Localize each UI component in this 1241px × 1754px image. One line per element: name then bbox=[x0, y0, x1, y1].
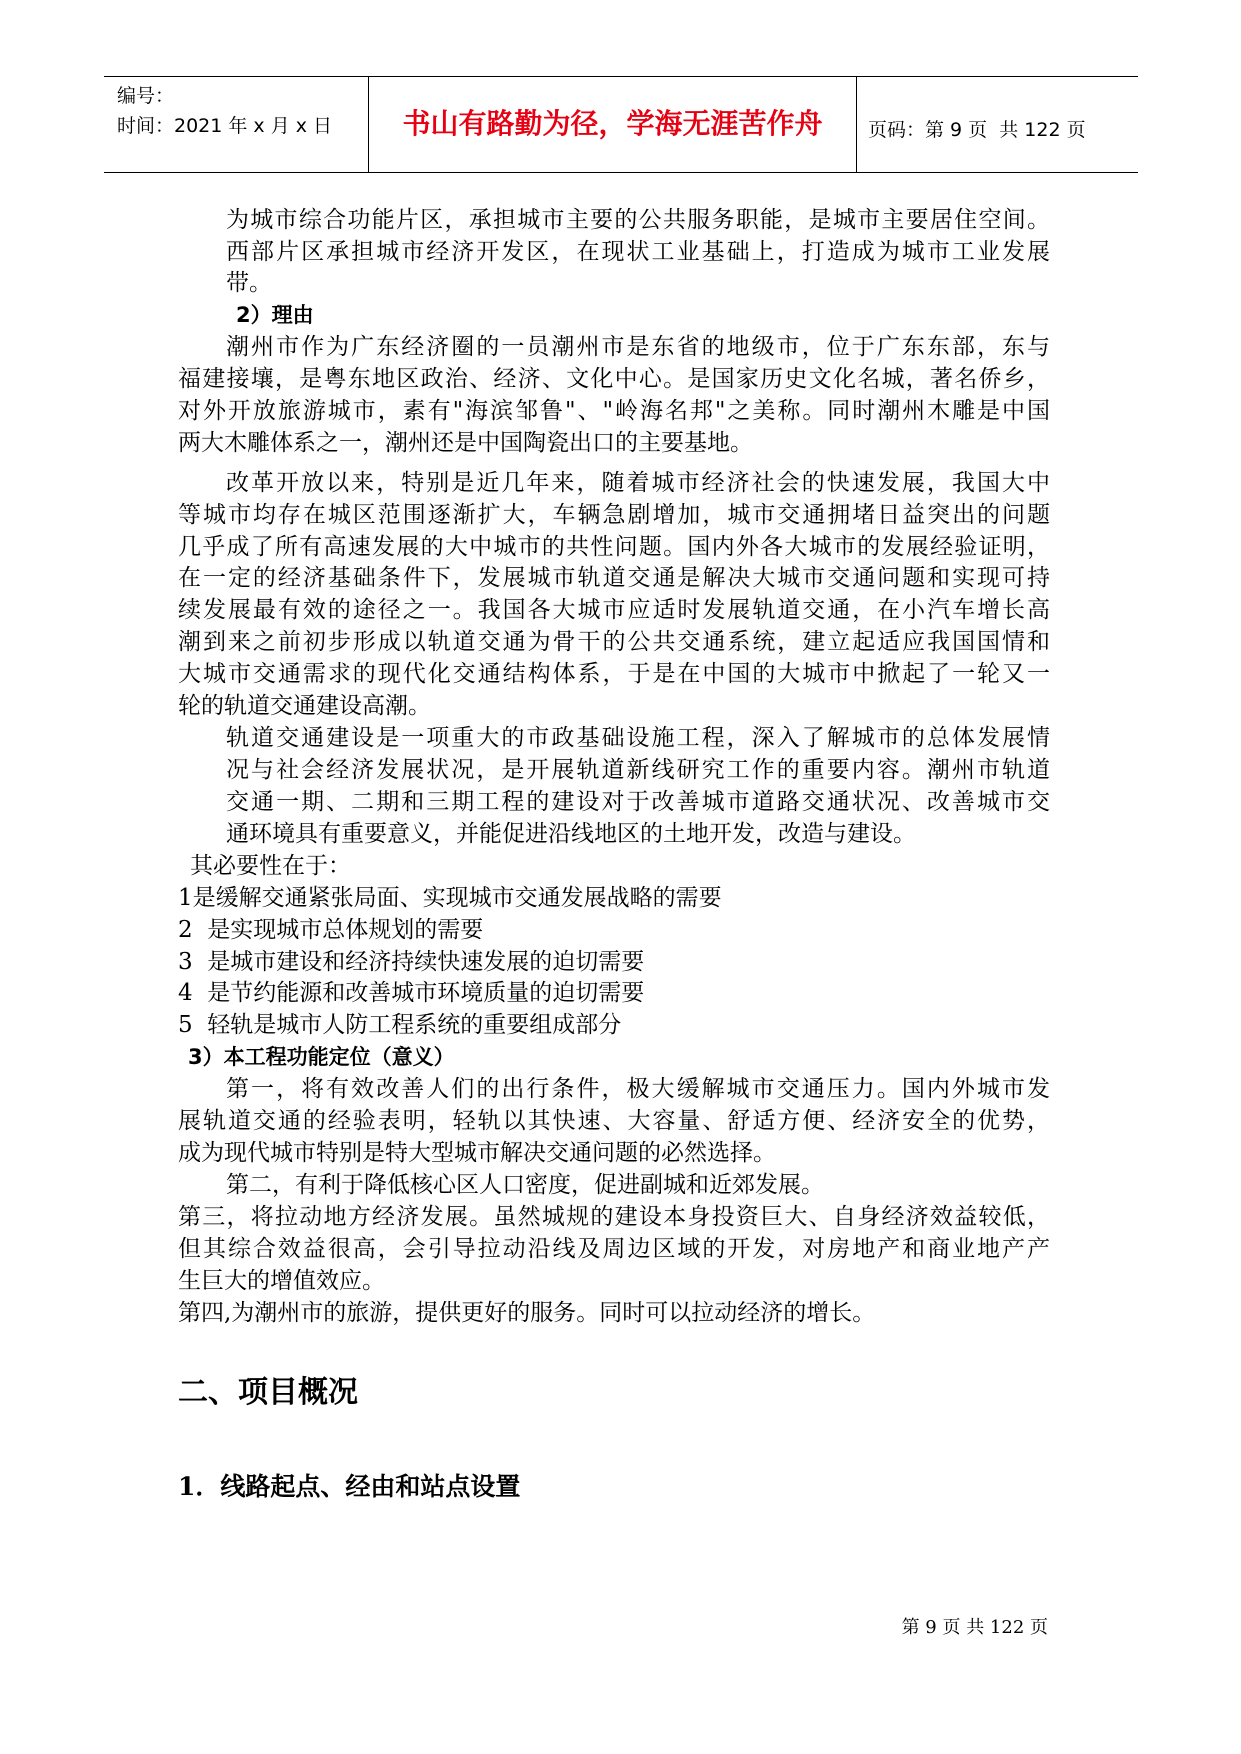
header-top-rule bbox=[104, 76, 1138, 77]
list-item: 4 是节约能源和改善城市环境质量的迫切需要 bbox=[178, 980, 645, 1006]
text-line: 等城市均存在城区范围逐渐扩大，车辆急剧增加，城市交通拥堵日益突出的问题 bbox=[178, 502, 1050, 528]
header-divider-right bbox=[856, 76, 857, 172]
text-line: 潮州市作为广东经济圈的一员潮州市是东省的地级市，位于广东东部，东与 bbox=[226, 334, 1050, 360]
subheading-function: 3）本工程功能定位（意义） bbox=[188, 1045, 455, 1069]
text-line: 西部片区承担城市经济开发区，在现状工业基础上，打造成为城市工业发展 bbox=[226, 239, 1050, 265]
header-time: 时间：2021 年 x 月 x 日 bbox=[117, 115, 333, 137]
text-line: 大城市交通需求的现代化交通结构体系，于是在中国的大城市中掀起了一轮又一 bbox=[178, 661, 1050, 687]
text-line: 生巨大的增值效应。 bbox=[178, 1268, 385, 1294]
header-motto: 书山有路勤为径，学海无涯苦作舟 bbox=[402, 107, 823, 140]
header-page-info: 页码：第 9 页 共 122 页 bbox=[868, 119, 1086, 141]
text-line: 在一定的经济基础条件下，发展城市轨道交通是解决大城市交通问题和实现可持 bbox=[178, 565, 1050, 591]
text-line: 两大木雕体系之一，潮州还是中国陶瓷出口的主要基地。 bbox=[178, 430, 753, 456]
text-line: 第四,为潮州市的旅游，提供更好的服务。同时可以拉动经济的增长。 bbox=[178, 1300, 876, 1326]
text-line: 福建接壤，是粤东地区政治、经济、文化中心。是国家历史文化名城，著名侨乡， bbox=[178, 366, 1050, 392]
list-item: 3 是城市建设和经济持续快速发展的迫切需要 bbox=[178, 949, 645, 975]
text-line: 通环境具有重要意义，并能促进沿线地区的土地开发，改造与建设。 bbox=[226, 821, 916, 847]
text-line: 几乎成了所有高速发展的大中城市的共性问题。国内外各大城市的发展经验证明， bbox=[178, 534, 1050, 560]
text-line: 改革开放以来，特别是近几年来，随着城市经济社会的快速发展，我国大中 bbox=[226, 470, 1050, 496]
text-line: 展轨道交通的经验表明，轻轨以其快速、大容量、舒适方便、经济安全的优势， bbox=[178, 1108, 1050, 1134]
text-line: 况与社会经济发展状况，是开展轨道新线研究工作的重要内容。潮州市轨道 bbox=[226, 757, 1050, 783]
text-line: 为城市综合功能片区，承担城市主要的公共服务职能，是城市主要居住空间。 bbox=[226, 207, 1050, 233]
subsection-heading: 1．线路起点、经由和站点设置 bbox=[178, 1472, 521, 1501]
text-line: 第二，有利于降低核心区人口密度，促进副城和近郊发展。 bbox=[226, 1172, 824, 1198]
header-number-label: 编号： bbox=[117, 85, 175, 107]
text-line: 带。 bbox=[226, 270, 272, 296]
text-line: 潮到来之前初步形成以轨道交通为骨干的公共交通系统，建立起适应我国国情和 bbox=[178, 629, 1050, 655]
page-footer: 第 9 页 共 122 页 bbox=[901, 1617, 1048, 1638]
text-line: 对外开放旅游城市，素有"海滨邹鲁"、"岭海名邦"之美称。同时潮州木雕是中国 bbox=[178, 398, 1050, 424]
list-item: 5 轻轨是城市人防工程系统的重要组成部分 bbox=[178, 1012, 622, 1038]
text-line: 第一，将有效改善人们的出行条件，极大缓解城市交通压力。国内外城市发 bbox=[226, 1076, 1050, 1102]
text-line: 第三，将拉动地方经济发展。虽然城规的建设本身投资巨大、自身经济效益较低， bbox=[178, 1204, 1050, 1230]
section-heading: 二、项目概况 bbox=[178, 1375, 358, 1410]
text-line: 成为现代城市特别是特大型城市解决交通问题的必然选择。 bbox=[178, 1140, 776, 1166]
text-line: 其必要性在于： bbox=[190, 853, 351, 879]
text-line: 轨道交通建设是一项重大的市政基础设施工程，深入了解城市的总体发展情 bbox=[226, 725, 1050, 751]
header-bottom-rule bbox=[104, 172, 1138, 173]
text-line: 但其综合效益很高，会引导拉动沿线及周边区域的开发，对房地产和商业地产产 bbox=[178, 1236, 1050, 1262]
text-line: 轮的轨道交通建设高潮。 bbox=[178, 693, 431, 719]
text-line: 续发展最有效的途径之一。我国各大城市应适时发展轨道交通，在小汽车增长高 bbox=[178, 597, 1050, 623]
text-line: 交通一期、二期和三期工程的建设对于改善城市道路交通状况、改善城市交 bbox=[226, 789, 1050, 815]
subheading-reason: 2）理由 bbox=[236, 303, 314, 327]
list-item: 2 是实现城市总体规划的需要 bbox=[178, 917, 484, 943]
list-item: 1是缓解交通紧张局面、实现城市交通发展战略的需要 bbox=[178, 885, 722, 911]
